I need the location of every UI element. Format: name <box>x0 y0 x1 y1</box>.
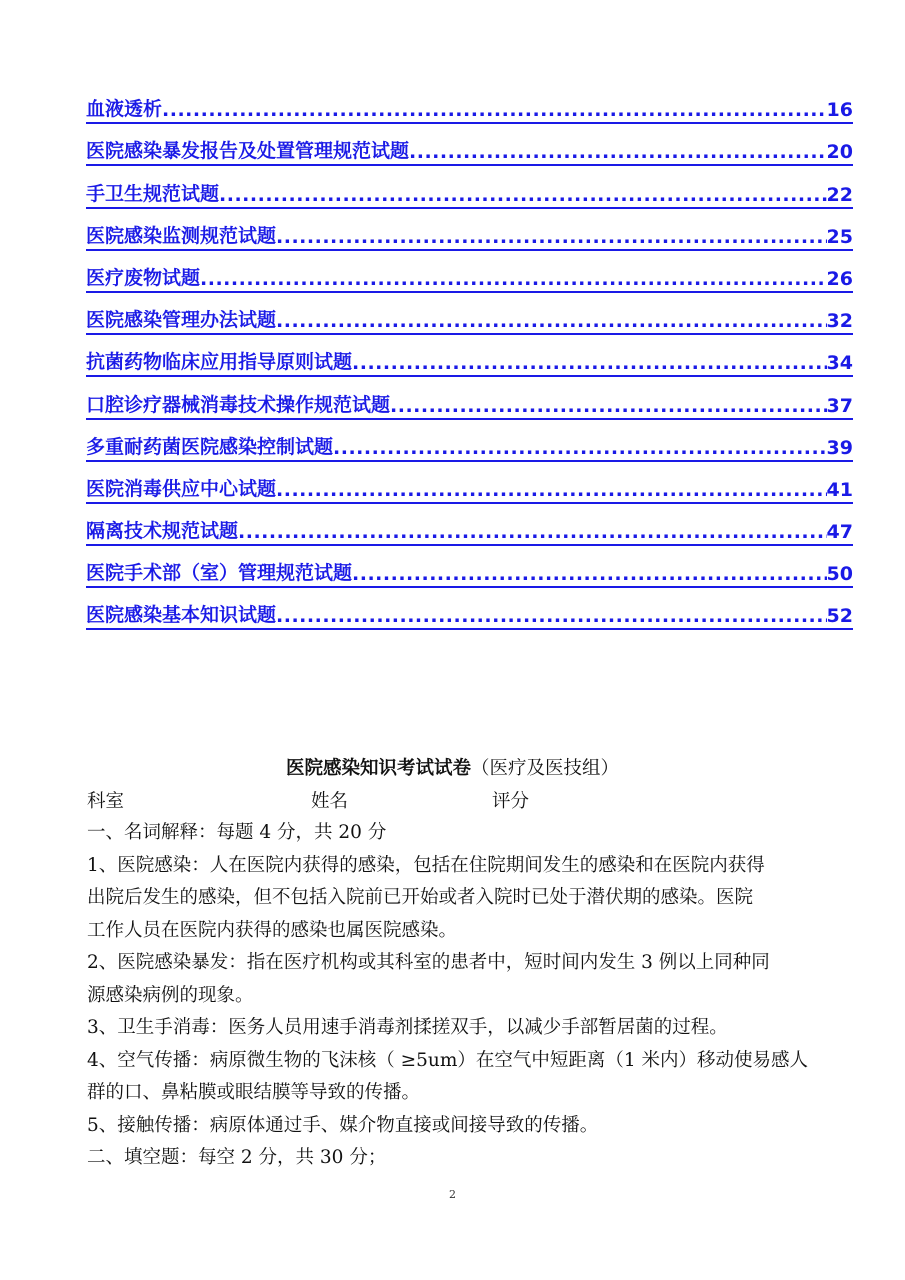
toc-entry-basic-knowledge[interactable] <box>86 588 853 630</box>
toc-dot-leader <box>219 184 827 206</box>
toc-entry-title: 医院感染暴发报告及处置管理规范试题 <box>86 140 410 163</box>
exam-text-line: 工作人员在医院内获得的感染也属医院感染。 <box>87 919 458 941</box>
toc-entry-title: 医院手术部（室）管理规范试题 <box>86 562 353 585</box>
table-of-contents <box>86 82 853 630</box>
exam-text-line: 源感染病例的现象。 <box>87 984 254 1006</box>
exam-body <box>87 817 854 1175</box>
toc-entry-page: 16 <box>826 99 853 122</box>
page-number: 2 <box>449 1188 456 1201</box>
toc-entry-page: 41 <box>826 478 853 501</box>
toc-dot-leader <box>409 141 827 163</box>
section-heading: 一、名词解释：每题 4 分，共 20 分 <box>87 822 387 843</box>
toc-entry-hemodialysis[interactable] <box>86 82 853 124</box>
toc-dot-leader <box>200 268 827 290</box>
exam-text-line: 出院后发生的感染，但不包括入院前已开始或者入院时已处于潜伏期的感染。医院 <box>87 887 754 908</box>
toc-entry-title: 医院感染基本知识试题 <box>86 604 277 627</box>
toc-entry-page: 34 <box>826 352 853 375</box>
toc-entry-sterile-supply[interactable] <box>86 462 853 504</box>
toc-entry-title: 多重耐药菌医院感染控制试题 <box>86 435 334 458</box>
toc-entry-page: 25 <box>826 225 853 248</box>
toc-entry-hand-hygiene[interactable] <box>86 166 853 208</box>
exam-text-line: 5、接触传播：病原体通过手、媒介物直接或间接导致的传播。 <box>87 1114 599 1136</box>
toc-entry-title: 医院消毒供应中心试题 <box>86 477 277 500</box>
dept-label: 科室 <box>87 791 125 812</box>
toc-entry-mdro-control[interactable] <box>86 420 853 462</box>
toc-dot-leader <box>276 310 827 332</box>
toc-dot-leader <box>162 99 827 121</box>
toc-entry-page: 22 <box>826 183 853 206</box>
toc-entry-antibiotics[interactable] <box>86 335 853 377</box>
toc-entry-title: 医院感染管理办法试题 <box>86 309 277 332</box>
exam-header-fields <box>87 787 854 813</box>
toc-dot-leader <box>352 563 827 585</box>
toc-dot-leader <box>276 226 827 248</box>
exam-title-group: （医疗及医技组） <box>471 758 620 779</box>
toc-dot-leader <box>238 521 827 543</box>
exam-text-line: 1、医院感染：人在医院内获得的感染，包括在住院期间发生的感染和在医院内获得 <box>87 854 765 876</box>
exam-text-line: 3、卫生手消毒：医务人员用速手消毒剂揉搓双手，以减少手部暂居菌的过程。 <box>87 1017 728 1038</box>
toc-entry-medical-waste[interactable] <box>86 251 853 293</box>
toc-entry-title: 血液透析 <box>86 98 163 121</box>
toc-entry-title: 抗菌药物临床应用指导原则试题 <box>86 351 353 374</box>
name-label: 姓名 <box>311 791 349 812</box>
toc-entry-management-measures[interactable] <box>86 293 853 335</box>
toc-entry-page: 37 <box>826 394 853 417</box>
toc-entry-dental-disinfection[interactable] <box>86 377 853 419</box>
toc-entry-page: 50 <box>826 563 853 586</box>
toc-entry-outbreak-report[interactable] <box>86 124 853 166</box>
score-label: 评分 <box>492 791 530 812</box>
toc-entry-title: 医疗废物试题 <box>86 266 201 289</box>
exam-title-main: 医院感染知识考试试卷 <box>285 758 471 779</box>
toc-dot-leader <box>276 605 827 627</box>
toc-entry-page: 26 <box>826 267 853 290</box>
toc-entry-page: 32 <box>826 310 853 333</box>
toc-entry-title: 隔离技术规范试题 <box>86 520 239 543</box>
toc-dot-leader <box>352 352 827 374</box>
toc-entry-page: 20 <box>826 141 853 164</box>
toc-entry-page: 39 <box>826 436 853 459</box>
toc-entry-title: 口腔诊疗器械消毒技术操作规范试题 <box>86 393 391 416</box>
exam-title <box>0 754 905 780</box>
section-heading: 二、填空题：每空 2 分，共 30 分； <box>87 1147 387 1168</box>
exam-text-line: 4、空气传播：病原微生物的飞沫核（ ≥5um）在空气中短距离（1 米内）移动使易感人 <box>87 1049 809 1071</box>
toc-entry-page: 47 <box>826 521 853 544</box>
exam-text-line: 2、医院感染暴发：指在医疗机构或其科室的患者中，短时间内发生 3 例以上同种同 <box>87 952 770 973</box>
toc-entry-operating-room[interactable] <box>86 546 853 588</box>
toc-entry-infection-monitoring[interactable] <box>86 209 853 251</box>
toc-dot-leader <box>276 479 827 501</box>
toc-entry-title: 医院感染监测规范试题 <box>86 224 277 247</box>
toc-dot-leader <box>333 437 827 459</box>
toc-entry-title: 手卫生规范试题 <box>86 182 220 205</box>
toc-entry-page: 52 <box>826 605 853 628</box>
toc-dot-leader <box>390 395 827 417</box>
toc-entry-isolation-technique[interactable] <box>86 504 853 546</box>
exam-text-line: 群的口、鼻粘膜或眼结膜等导致的传播。 <box>87 1082 421 1103</box>
